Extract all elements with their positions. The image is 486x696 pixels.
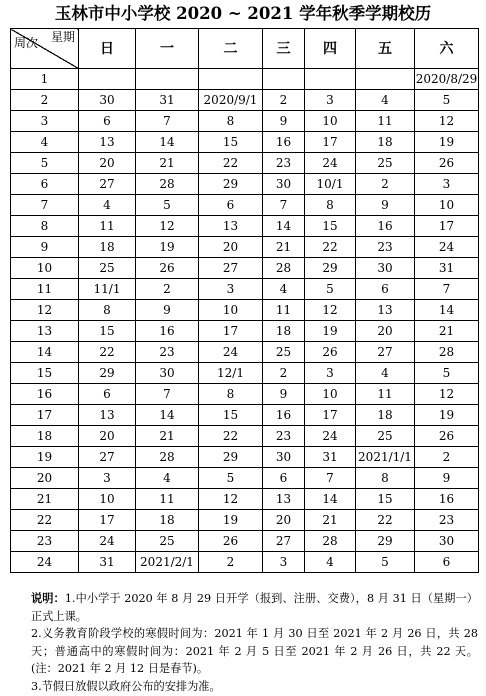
date-cell: 11 xyxy=(356,384,415,405)
date-cell: 26 xyxy=(415,426,479,447)
date-cell: 26 xyxy=(136,258,199,279)
table-row xyxy=(11,237,479,258)
date-cell xyxy=(79,69,136,90)
date-cell: 30 xyxy=(356,258,415,279)
date-cell: 9 xyxy=(136,300,199,321)
date-cell: 3 xyxy=(79,468,136,489)
date-cell: 25 xyxy=(356,153,415,174)
day-header-fri: 五 xyxy=(356,29,415,69)
date-cell: 14 xyxy=(136,132,199,153)
date-cell: 3 xyxy=(263,552,305,573)
date-cell: 10 xyxy=(415,195,479,216)
date-cell xyxy=(136,69,199,90)
date-cell: 12 xyxy=(415,111,479,132)
table-row xyxy=(11,342,479,363)
date-cell: 25 xyxy=(79,258,136,279)
date-cell: 28 xyxy=(263,258,305,279)
date-cell: 17 xyxy=(415,216,479,237)
note-item-3: 3.节假日放假以政府公布的安排为准。 xyxy=(31,679,221,693)
date-cell: 15 xyxy=(356,489,415,510)
note-item-2: 2.义务教育阶段学校的寒假时间为：2021 年 1 月 30 日至 2021 年 2 月 26 日，共 28 天；普通高中的寒假时间为：2021 年 2 月 5 日至 2021 年 2 月 26 日，共 22 天。(注：2021 年 2 月 12 日是春节)。 xyxy=(31,627,478,675)
date-cell xyxy=(199,69,263,90)
date-cell: 19 xyxy=(136,237,199,258)
table-row xyxy=(11,552,479,573)
date-cell: 31 xyxy=(136,90,199,111)
date-cell: 4 xyxy=(356,363,415,384)
corner-header-cell xyxy=(11,29,79,69)
date-cell: 10/1 xyxy=(305,174,356,195)
week-number-cell: 15 xyxy=(11,363,79,384)
date-cell: 11 xyxy=(263,300,305,321)
date-cell: 3 xyxy=(305,363,356,384)
page-title: 玉林市中小学校 2020 ~ 2021 学年秋季学期校历 xyxy=(54,4,432,23)
week-number-cell: 8 xyxy=(11,216,79,237)
table-row xyxy=(11,426,479,447)
date-cell: 13 xyxy=(263,489,305,510)
week-number-cell: 22 xyxy=(11,510,79,531)
date-cell: 5 xyxy=(415,90,479,111)
date-cell: 4 xyxy=(356,90,415,111)
date-cell: 2020/8/29 xyxy=(415,69,479,90)
date-cell: 19 xyxy=(415,132,479,153)
week-number-cell: 4 xyxy=(11,132,79,153)
table-row xyxy=(11,90,479,111)
table-row xyxy=(11,321,479,342)
date-cell: 2 xyxy=(263,363,305,384)
date-cell: 24 xyxy=(199,342,263,363)
date-cell: 12 xyxy=(415,384,479,405)
date-cell: 27 xyxy=(79,174,136,195)
date-cell: 29 xyxy=(199,174,263,195)
date-cell: 9 xyxy=(356,195,415,216)
table-row xyxy=(11,363,479,384)
date-cell: 3 xyxy=(305,90,356,111)
date-cell: 20 xyxy=(199,237,263,258)
date-cell: 2 xyxy=(136,279,199,300)
date-cell: 20 xyxy=(79,153,136,174)
day-header-sat: 六 xyxy=(415,29,479,69)
date-cell: 31 xyxy=(79,552,136,573)
date-cell: 5 xyxy=(415,363,479,384)
table-row xyxy=(11,174,479,195)
date-cell: 6 xyxy=(263,468,305,489)
date-cell: 25 xyxy=(356,426,415,447)
table-row xyxy=(11,510,479,531)
date-cell: 11 xyxy=(356,111,415,132)
date-cell: 28 xyxy=(415,342,479,363)
date-cell: 6 xyxy=(199,195,263,216)
date-cell: 7 xyxy=(136,384,199,405)
date-cell: 2020/9/1 xyxy=(199,90,263,111)
date-cell: 16 xyxy=(263,132,305,153)
date-cell: 8 xyxy=(305,195,356,216)
week-number-cell: 6 xyxy=(11,174,79,195)
date-cell: 16 xyxy=(415,489,479,510)
date-cell: 30 xyxy=(263,447,305,468)
date-cell: 31 xyxy=(305,447,356,468)
table-row xyxy=(11,111,479,132)
date-cell: 12 xyxy=(305,300,356,321)
week-number-cell: 14 xyxy=(11,342,79,363)
date-cell: 23 xyxy=(136,342,199,363)
date-cell: 14 xyxy=(415,300,479,321)
date-cell: 7 xyxy=(305,468,356,489)
date-cell: 18 xyxy=(356,405,415,426)
date-cell: 6 xyxy=(79,384,136,405)
date-cell: 24 xyxy=(415,237,479,258)
date-cell: 20 xyxy=(263,510,305,531)
week-number-cell: 12 xyxy=(11,300,79,321)
date-cell: 21 xyxy=(415,321,479,342)
week-number-cell: 21 xyxy=(11,489,79,510)
date-cell: 6 xyxy=(79,111,136,132)
weekday-axis-label: 星期 xyxy=(50,30,75,44)
week-number-cell: 17 xyxy=(11,405,79,426)
date-cell: 13 xyxy=(79,132,136,153)
date-cell: 11 xyxy=(136,489,199,510)
date-cell: 29 xyxy=(79,363,136,384)
date-cell: 24 xyxy=(305,426,356,447)
date-cell xyxy=(263,69,305,90)
date-cell: 10 xyxy=(199,300,263,321)
week-number-cell: 2 xyxy=(11,90,79,111)
week-number-cell: 24 xyxy=(11,552,79,573)
date-cell: 2 xyxy=(415,447,479,468)
date-cell: 12/1 xyxy=(199,363,263,384)
week-number-cell: 19 xyxy=(11,447,79,468)
date-cell: 13 xyxy=(199,216,263,237)
date-cell: 30 xyxy=(136,363,199,384)
date-cell: 22 xyxy=(79,342,136,363)
date-cell: 17 xyxy=(305,405,356,426)
date-cell: 5 xyxy=(356,552,415,573)
date-cell: 22 xyxy=(199,153,263,174)
date-cell: 4 xyxy=(79,195,136,216)
date-cell: 28 xyxy=(136,174,199,195)
date-cell: 18 xyxy=(356,132,415,153)
date-cell: 8 xyxy=(79,300,136,321)
date-cell: 14 xyxy=(305,489,356,510)
date-cell: 5 xyxy=(305,279,356,300)
week-number-cell: 13 xyxy=(11,321,79,342)
date-cell: 19 xyxy=(305,321,356,342)
week-number-cell: 7 xyxy=(11,195,79,216)
day-header-mon: 一 xyxy=(136,29,199,69)
header-row xyxy=(11,29,479,69)
date-cell: 23 xyxy=(415,510,479,531)
week-number-cell: 18 xyxy=(11,426,79,447)
date-cell: 24 xyxy=(305,153,356,174)
date-cell: 28 xyxy=(136,447,199,468)
table-row xyxy=(11,153,479,174)
date-cell: 21 xyxy=(263,237,305,258)
date-cell: 30 xyxy=(79,90,136,111)
date-cell: 17 xyxy=(305,132,356,153)
day-header-wed: 三 xyxy=(263,29,305,69)
day-header-sun: 日 xyxy=(79,29,136,69)
date-cell: 4 xyxy=(263,279,305,300)
date-cell: 2021/1/1 xyxy=(356,447,415,468)
date-cell: 26 xyxy=(415,153,479,174)
table-row xyxy=(11,489,479,510)
date-cell: 26 xyxy=(199,531,263,552)
day-header-thu: 四 xyxy=(305,29,356,69)
date-cell: 6 xyxy=(415,552,479,573)
date-cell: 16 xyxy=(356,216,415,237)
date-cell: 7 xyxy=(415,279,479,300)
date-cell: 11 xyxy=(79,216,136,237)
school-calendar-table xyxy=(10,28,479,573)
date-cell: 8 xyxy=(199,384,263,405)
date-cell: 23 xyxy=(356,237,415,258)
date-cell: 22 xyxy=(356,510,415,531)
date-cell: 21 xyxy=(136,153,199,174)
date-cell: 10 xyxy=(305,111,356,132)
date-cell: 29 xyxy=(199,447,263,468)
date-cell: 17 xyxy=(199,321,263,342)
date-cell: 21 xyxy=(305,510,356,531)
week-number-cell: 9 xyxy=(11,237,79,258)
date-cell: 6 xyxy=(356,279,415,300)
date-cell: 15 xyxy=(305,216,356,237)
date-cell: 27 xyxy=(199,258,263,279)
date-cell: 5 xyxy=(136,195,199,216)
date-cell: 19 xyxy=(199,510,263,531)
week-number-cell: 1 xyxy=(11,69,79,90)
date-cell: 20 xyxy=(356,321,415,342)
week-number-cell: 23 xyxy=(11,531,79,552)
date-cell: 20 xyxy=(79,426,136,447)
table-row xyxy=(11,132,479,153)
day-header-tue: 二 xyxy=(199,29,263,69)
week-number-cell: 20 xyxy=(11,468,79,489)
date-cell: 28 xyxy=(305,531,356,552)
date-cell: 15 xyxy=(199,132,263,153)
week-number-cell: 10 xyxy=(11,258,79,279)
date-cell: 9 xyxy=(263,384,305,405)
table-row xyxy=(11,531,479,552)
week-number-axis-label: 周次 xyxy=(14,36,39,50)
date-cell: 8 xyxy=(199,111,263,132)
table-row xyxy=(11,216,479,237)
date-cell: 3 xyxy=(199,279,263,300)
date-cell: 27 xyxy=(79,447,136,468)
date-cell: 14 xyxy=(263,216,305,237)
date-cell: 29 xyxy=(305,258,356,279)
date-cell: 8 xyxy=(356,468,415,489)
date-cell: 25 xyxy=(136,531,199,552)
date-cell: 18 xyxy=(79,237,136,258)
week-number-cell: 3 xyxy=(11,111,79,132)
table-row xyxy=(11,195,479,216)
date-cell: 4 xyxy=(305,552,356,573)
date-cell: 22 xyxy=(199,426,263,447)
date-cell: 5 xyxy=(199,468,263,489)
date-cell: 10 xyxy=(305,384,356,405)
date-cell: 18 xyxy=(136,510,199,531)
date-cell: 16 xyxy=(263,405,305,426)
date-cell: 25 xyxy=(263,342,305,363)
date-cell: 27 xyxy=(263,531,305,552)
date-cell: 19 xyxy=(415,405,479,426)
table-row xyxy=(11,447,479,468)
date-cell: 4 xyxy=(136,468,199,489)
week-number-cell: 16 xyxy=(11,384,79,405)
table-row xyxy=(11,384,479,405)
date-cell: 10 xyxy=(79,489,136,510)
date-cell: 12 xyxy=(136,216,199,237)
notes-label: 说明： xyxy=(31,591,65,605)
date-cell: 9 xyxy=(415,468,479,489)
table-row xyxy=(11,468,479,489)
date-cell: 21 xyxy=(136,426,199,447)
date-cell: 15 xyxy=(79,321,136,342)
date-cell: 23 xyxy=(263,426,305,447)
date-cell: 17 xyxy=(79,510,136,531)
date-cell: 14 xyxy=(136,405,199,426)
date-cell: 7 xyxy=(263,195,305,216)
notes-section xyxy=(10,590,478,695)
date-cell: 16 xyxy=(136,321,199,342)
date-cell: 26 xyxy=(305,342,356,363)
date-cell: 13 xyxy=(356,300,415,321)
week-number-cell: 5 xyxy=(11,153,79,174)
date-cell xyxy=(305,69,356,90)
date-cell: 15 xyxy=(199,405,263,426)
date-cell: 29 xyxy=(356,531,415,552)
date-cell: 2 xyxy=(199,552,263,573)
calendar-body xyxy=(11,69,479,573)
date-cell: 7 xyxy=(136,111,199,132)
date-cell: 18 xyxy=(263,321,305,342)
table-row xyxy=(11,300,479,321)
date-cell xyxy=(356,69,415,90)
table-row xyxy=(11,405,479,426)
table-row xyxy=(11,279,479,300)
date-cell: 22 xyxy=(305,237,356,258)
table-row xyxy=(11,69,479,90)
date-cell: 3 xyxy=(415,174,479,195)
date-cell: 2 xyxy=(263,90,305,111)
week-number-cell: 11 xyxy=(11,279,79,300)
date-cell: 24 xyxy=(79,531,136,552)
date-cell: 2 xyxy=(356,174,415,195)
table-row xyxy=(11,258,479,279)
date-cell: 2021/2/1 xyxy=(136,552,199,573)
date-cell: 30 xyxy=(415,531,479,552)
date-cell: 13 xyxy=(79,405,136,426)
date-cell: 31 xyxy=(415,258,479,279)
date-cell: 9 xyxy=(263,111,305,132)
date-cell: 11/1 xyxy=(79,279,136,300)
note-item-1: 说明：1.中小学于 2020 年 8 月 29 日开学（报到、注册、交费），8 月 31 日（星期一）正式上课。 xyxy=(31,591,478,623)
date-cell: 30 xyxy=(263,174,305,195)
date-cell: 23 xyxy=(263,153,305,174)
date-cell: 12 xyxy=(199,489,263,510)
date-cell: 27 xyxy=(356,342,415,363)
